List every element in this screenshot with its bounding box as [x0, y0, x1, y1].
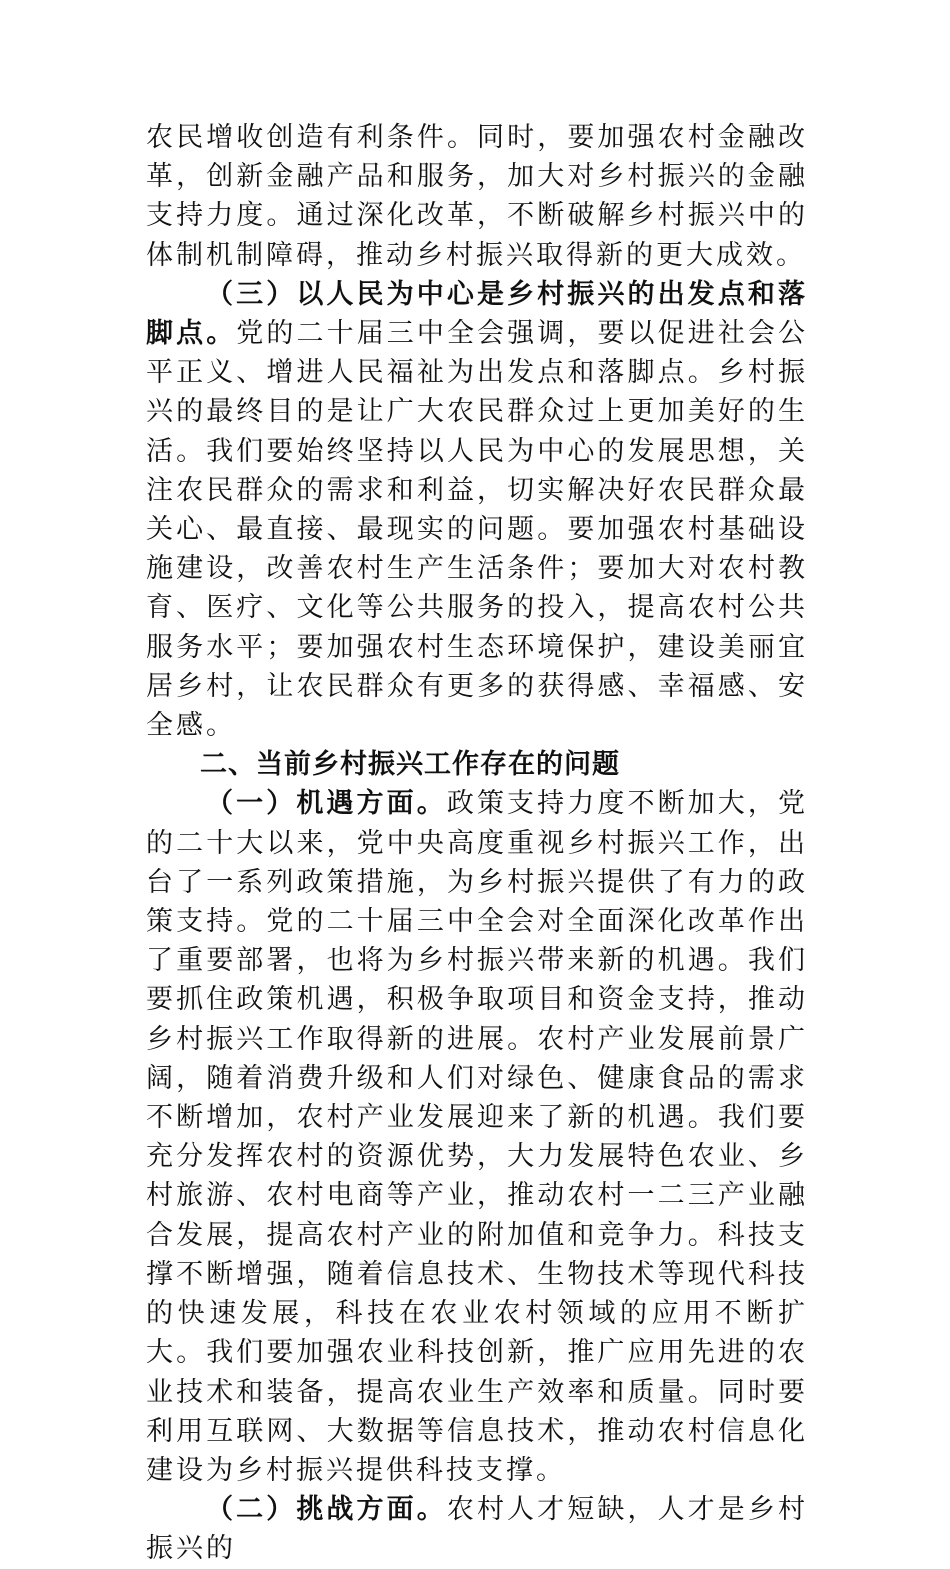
- paragraph-reform-conclusion: [146, 118, 808, 275]
- section-lead-opportunities: （一）机遇方面。: [206, 788, 447, 820]
- paragraph-people-centered: [146, 275, 808, 745]
- section-lead-challenges: （二）挑战方面。: [206, 1494, 447, 1526]
- paragraph-text: 农村人才短缺，人才是乡村振兴的: [146, 1494, 809, 1565]
- paragraph-challenges: [146, 1490, 808, 1568]
- paragraph-text: 党的二十届三中全会强调，要以促进社会公平正义、增进人民福祉为出发点和落脚点。乡村振兴的最终目的是让广大农民群众过上更加美好的生活。我们要始终坚持以人民为中心的发展思想，关注农民群众的需求和利益，切实解决好农民群众最关心、最直接、最现实的问题。要加强农村基础设施建设，改善农村生产生活条件；要加大对农村教育、医疗、文化等公共服务的投入，提高农村公共服务水平；要加强农村生态环境保护，建设美丽宜居乡村，让农民群众有更多的获得感、幸福感、安全感。: [146, 318, 809, 742]
- section-lead-people-centered: （三）以人民为中心是乡村振兴的出发点和落脚点。: [146, 278, 808, 350]
- document-body: [146, 118, 808, 1569]
- paragraph-text: 农民增收创造有利条件。同时，要加强农村金融改革，创新金融产品和服务，加大对乡村振兴的金融支持力度。通过深化改革，不断破解乡村振兴中的体制机制障碍，推动乡村振兴取得新的更大成效。: [146, 122, 808, 271]
- section-heading-problems: 二、当前乡村振兴工作存在的问题: [200, 749, 620, 781]
- paragraph-opportunities: [146, 784, 808, 1490]
- paragraph-text: 政策支持力度不断加大，党的二十大以来，党中央高度重视乡村振兴工作，出台了一系列政策措施，为乡村振兴提供了有力的政策支持。党的二十届三中全会对全面深化改革作出了重要部署，也将为乡村振兴带来新的机遇。我们要抓住政策机遇，积极争取项目和资金支持，推动乡村振兴工作取得新的进展。农村产业发展前景广阔，随着消费升级和人们对绿色、健康食品的需求不断增加，农村产业发展迎来了新的机遇。我们要充分发挥农村的资源优势，大力发展特色农业、乡村旅游、农村电商等产业，推动农村一二三产业融合发展，提高农村产业的附加值和竞争力。科技支撑不断增强，随着信息技术、生物技术等现代科技的快速发展，科技在农业农村领域的应用不断扩大。我们要加强农业科技创新，推广应用先进的农业技术和装备，提高农业生产效率和质量。同时要利用互联网、大数据等信息技术，推动农村信息化建设为乡村振兴提供科技支撑。: [146, 788, 809, 1486]
